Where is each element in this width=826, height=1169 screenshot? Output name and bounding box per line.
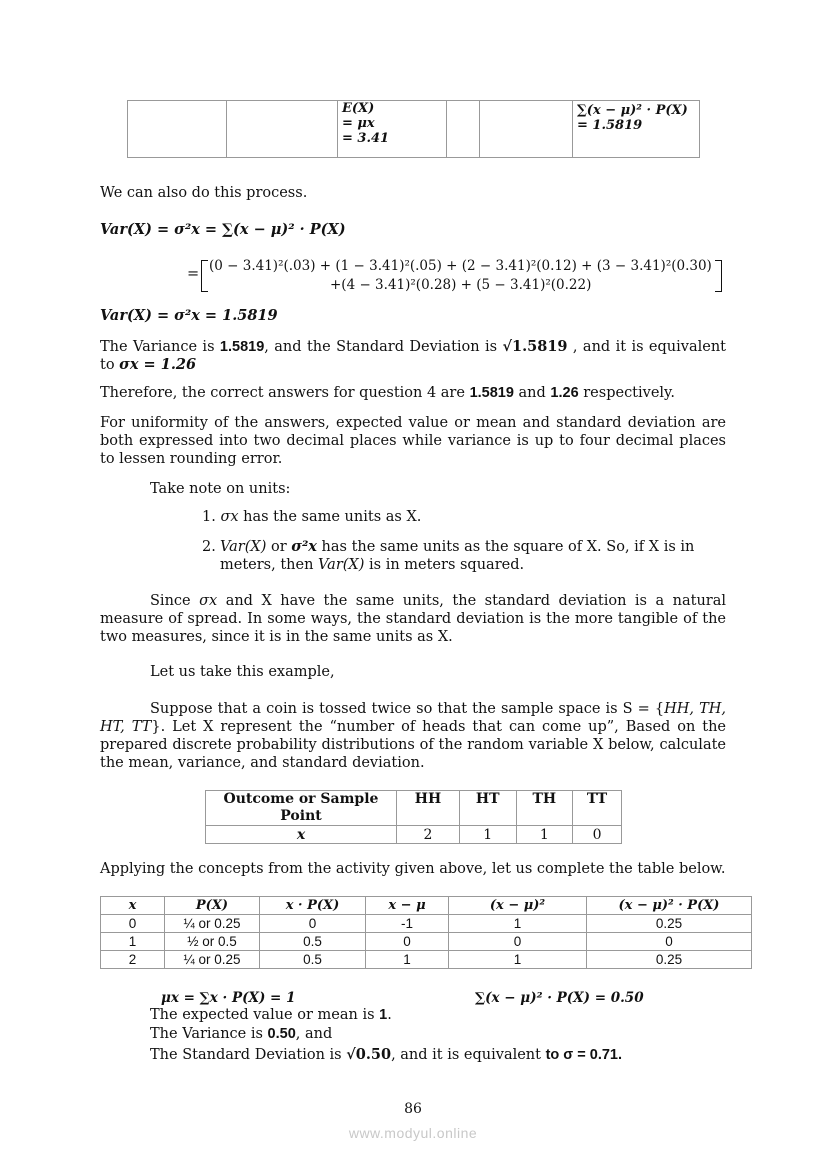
note-item-2: 2. Var(X) or σ²x has the same units as the square of X. So, if X is in meters, then Var(X) is in meters squared. bbox=[202, 538, 695, 573]
table-cell bbox=[447, 101, 480, 158]
table-cell: -1 bbox=[366, 915, 449, 933]
table-row bbox=[101, 915, 752, 933]
table-cell: 0.25 bbox=[587, 915, 752, 933]
table-row bbox=[101, 897, 752, 915]
table-cell: ¼ or 0.25 bbox=[165, 915, 260, 933]
table-cell: 1 bbox=[449, 951, 587, 969]
variance-result: Var(X) = σ²x = 1.5819 bbox=[100, 307, 278, 324]
table-row bbox=[101, 951, 752, 969]
mean-formula: μx = ∑x · P(X) = 1 bbox=[161, 990, 296, 1006]
top-table bbox=[127, 100, 700, 158]
table-cell: 0.5 bbox=[260, 951, 366, 969]
table-cell: 0.5 bbox=[260, 933, 366, 951]
table-row bbox=[206, 791, 622, 826]
table-row bbox=[128, 101, 700, 158]
table-cell: 0 bbox=[260, 915, 366, 933]
coin-paragraph: Suppose that a coin is tossed twice so that the sample space is S = {HH, TH, HT, TT}. Let X represent the “number of heads that can come up”, Based on the prepared discrete probability distributions of the random variable X below, calculate the mean, variance, and standard deviation. bbox=[100, 701, 727, 771]
table-cell: 0 bbox=[449, 933, 587, 951]
table-header-cell: Outcome or Sample Point bbox=[206, 791, 397, 826]
table-header-cell: HH bbox=[397, 791, 460, 826]
table-cell: 0 bbox=[587, 933, 752, 951]
table-cell: 0.25 bbox=[587, 951, 752, 969]
table-row bbox=[101, 933, 752, 951]
table-cell: 1 bbox=[449, 915, 587, 933]
table-cell bbox=[128, 101, 227, 158]
table-cell: 1 bbox=[101, 933, 165, 951]
uniformity-paragraph: For uniformity of the answers, expected value or mean and standard deviation are both expressed into two decimal places while variance is up to four decimal places to lessen rounding error. bbox=[100, 415, 726, 467]
table-header-cell: x · P(X) bbox=[260, 897, 366, 915]
table-cell: ∑(x − μ)² · P(X) = 1.5819 bbox=[573, 101, 700, 158]
table-cell bbox=[480, 101, 573, 158]
variance-formula: Var(X) = σ²x = ∑(x − μ)² · P(X) bbox=[100, 221, 346, 238]
table-row bbox=[206, 826, 622, 844]
expected-value-text: The expected value or mean is 1. bbox=[150, 1007, 392, 1023]
table-cell: ¼ or 0.25 bbox=[165, 951, 260, 969]
note-title: Take note on units: bbox=[150, 481, 291, 497]
table-cell bbox=[227, 101, 338, 158]
table-cell: 1 bbox=[366, 951, 449, 969]
note-item-1: 1. σx has the same units as X. bbox=[202, 509, 422, 525]
variance-paragraph: The Variance is 1.5819, and the Standard Deviation is √1.5819 , and it is equivalent to σx = 1.26 bbox=[100, 338, 726, 373]
table-cell: 1 bbox=[459, 826, 516, 844]
outcome-table bbox=[205, 790, 622, 844]
table-cell: 0 bbox=[573, 826, 622, 844]
expected-value-label: E(X) bbox=[342, 101, 375, 116]
variance-bracket-expression: = (0 − 3.41)²(.03) + (1 − 3.41)²(.05) + (2 − 3.41)²(0.12) + (3 − 3.41)²(0.30) +(4 − 3.41)²(0.28) + (5 − 3.41)²(0.22) bbox=[187, 258, 727, 294]
variance-text: The Variance is 0.50, and bbox=[150, 1026, 333, 1042]
calc-table bbox=[100, 896, 752, 969]
table-cell: 0 bbox=[366, 933, 449, 951]
table-cell: E(X) = μx = 3.41 bbox=[338, 101, 447, 158]
apply-paragraph: Applying the concepts from the activity given above, let us complete the table below. bbox=[100, 861, 726, 877]
table-header-cell: (x − μ)² · P(X) bbox=[587, 897, 752, 915]
answers-paragraph: Therefore, the correct answers for question 4 are 1.5819 and 1.26 respectively. bbox=[100, 385, 675, 401]
table-header-cell: x − μ bbox=[366, 897, 449, 915]
table-header-cell: HT bbox=[459, 791, 516, 826]
table-cell: x bbox=[206, 826, 397, 844]
spread-paragraph: Since σx and X have the same units, the standard deviation is a natural measure of spread. In some ways, the standard deviation is the more tangible of the two measures, since it is in the same units as X. bbox=[100, 593, 726, 645]
table-cell: 2 bbox=[101, 951, 165, 969]
table-header-cell: (x − μ)² bbox=[449, 897, 587, 915]
table-header-cell: TT bbox=[573, 791, 622, 826]
example-intro: Let us take this example, bbox=[150, 664, 335, 680]
variance-sum-label: ∑(x − μ)² · P(X) bbox=[577, 103, 688, 118]
table-cell: 2 bbox=[397, 826, 460, 844]
table-header-cell: x bbox=[101, 897, 165, 915]
table-header-cell: TH bbox=[516, 791, 573, 826]
std-dev-text: The Standard Deviation is √0.50, and it is equivalent to σ = 0.71. bbox=[150, 1046, 623, 1063]
watermark: www.modyul.online bbox=[348, 1125, 478, 1141]
page-number: 86 bbox=[404, 1101, 422, 1117]
table-header-cell: P(X) bbox=[165, 897, 260, 915]
sum-formula: ∑(x − μ)² · P(X) = 0.50 bbox=[475, 990, 644, 1006]
table-cell: 1 bbox=[516, 826, 573, 844]
intro-text: We can also do this process. bbox=[100, 185, 308, 201]
table-cell: ½ or 0.5 bbox=[165, 933, 260, 951]
table-cell: 0 bbox=[101, 915, 165, 933]
